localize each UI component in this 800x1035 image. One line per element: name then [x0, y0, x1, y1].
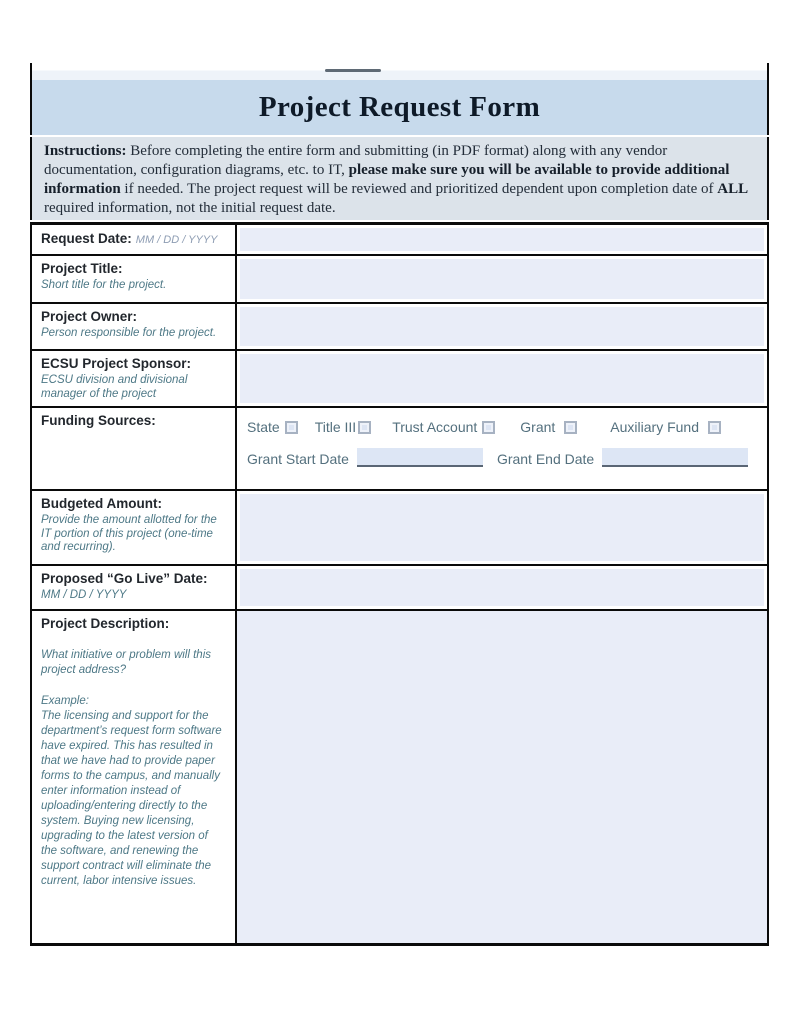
project-title-label-cell [32, 256, 237, 302]
budgeted-amount-value-cell [237, 491, 767, 564]
funding-options-line [247, 419, 757, 435]
funding-option-grant [520, 419, 577, 435]
row-budgeted-amount [32, 489, 767, 564]
project-title-input[interactable] [240, 259, 764, 299]
row-project-sponsor [32, 349, 767, 406]
funding-option-state [247, 419, 298, 435]
project-description-input[interactable] [240, 614, 764, 940]
funding-option-state-label: State [247, 419, 280, 435]
project-owner-value-cell [237, 304, 767, 349]
project-description-example-text: The licensing and support for the department’s request form software have expired. This has resulted in that we have had to provide paper forms to the campus, and manually enter information instead of uploading/entering directly to the system. Buying new licensing, upgrading to the latest version of the software, and renewing the support contract will eliminate the current, labor intensive issues. [41, 710, 222, 887]
page-top-strip [30, 63, 769, 80]
project-sponsor-label: ECSU Project Sponsor: [41, 356, 192, 371]
project-description-example-label: Example: [41, 695, 89, 707]
project-request-table [30, 222, 769, 946]
go-live-date-hint: MM / DD / YYYY [41, 589, 127, 601]
row-project-owner [32, 302, 767, 349]
funding-option-auxiliary-fund-label: Auxiliary Fund [610, 419, 699, 435]
request-date-label: Request Date: [41, 231, 132, 246]
funding-option-auxiliary-fund [610, 419, 721, 435]
title-iii-checkbox[interactable] [358, 421, 371, 434]
instructions-text: required information, not the initial request date. [44, 200, 336, 216]
request-date-value-cell [237, 225, 767, 254]
funding-sources-label: Funding Sources: [41, 413, 156, 428]
budgeted-amount-label-cell [32, 491, 237, 564]
go-live-date-input[interactable] [240, 569, 764, 606]
project-sponsor-label-cell [32, 351, 237, 406]
request-date-format-hint: MM / DD / YYYY [135, 234, 218, 246]
funding-sources-label-cell [32, 408, 237, 489]
page-title: Project Request Form [258, 91, 541, 123]
grant-end-date-input[interactable] [602, 448, 748, 467]
page-top-handle [325, 69, 381, 72]
project-description-label: Project Description: [41, 616, 170, 631]
go-live-date-label-cell [32, 566, 237, 609]
funding-option-title-iii-label: Title III [314, 419, 357, 435]
project-title-value-cell [237, 256, 767, 302]
request-date-input[interactable] [240, 228, 764, 251]
instructions-text: Before completing the entire form and submitting (in PDF format) along with any vendor documentation, configuration diagrams, etc. to IT, [44, 143, 668, 178]
project-owner-hint: Person responsible for the project. [41, 327, 217, 339]
project-sponsor-input[interactable] [240, 354, 764, 403]
go-live-date-label: Proposed “Go Live” Date: [41, 571, 208, 586]
project-owner-input[interactable] [240, 307, 764, 346]
funding-option-trust-account-label: Trust Account [392, 419, 478, 435]
instructions-bold-all: ALL [717, 181, 749, 197]
row-project-description [32, 609, 767, 943]
row-go-live-date [32, 564, 767, 609]
grant-start-date-label: Grant Start Date [247, 451, 349, 467]
grant-checkbox[interactable] [564, 421, 577, 434]
project-owner-label-cell [32, 304, 237, 349]
form-header [30, 80, 769, 135]
grant-end-date-label: Grant End Date [496, 451, 595, 467]
go-live-date-value-cell [237, 566, 767, 609]
trust-account-checkbox[interactable] [482, 421, 495, 434]
funding-option-grant-label: Grant [520, 419, 556, 435]
funding-option-title-iii [315, 419, 372, 435]
project-title-label: Project Title: [41, 261, 123, 276]
instructions-text: if needed. The project request will be reviewed and prioritized dependent upon completion date of [120, 181, 718, 197]
instructions-label: Instructions: [44, 143, 127, 159]
project-description-value-cell [237, 611, 767, 943]
row-request-date [32, 225, 767, 254]
project-description-question-hint: What initiative or problem will this project address? [41, 649, 212, 676]
project-sponsor-value-cell [237, 351, 767, 406]
document-page [30, 63, 769, 946]
instructions-block [30, 137, 769, 220]
project-title-hint: Short title for the project. [41, 279, 167, 291]
project-description-label-cell [32, 611, 237, 943]
funding-sources-value-cell [237, 408, 767, 489]
state-checkbox[interactable] [285, 421, 298, 434]
budgeted-amount-input[interactable] [240, 494, 764, 561]
row-project-title [32, 254, 767, 302]
funding-option-trust-account [392, 419, 495, 435]
budgeted-amount-hint: Provide the amount allotted for the IT portion of this project (one-time and recurring). [41, 514, 217, 553]
request-date-label-cell [32, 225, 237, 254]
grant-start-date-input[interactable] [357, 448, 483, 467]
instructions-bold-availability: please make sure you will be available to provide additional information [44, 162, 730, 197]
row-funding-sources [32, 406, 767, 489]
auxiliary-fund-checkbox[interactable] [708, 421, 721, 434]
project-owner-label: Project Owner: [41, 309, 138, 324]
budgeted-amount-label: Budgeted Amount: [41, 496, 162, 511]
project-sponsor-hint: ECSU division and divisional manager of the project [41, 374, 188, 400]
grant-dates-line [247, 448, 757, 467]
